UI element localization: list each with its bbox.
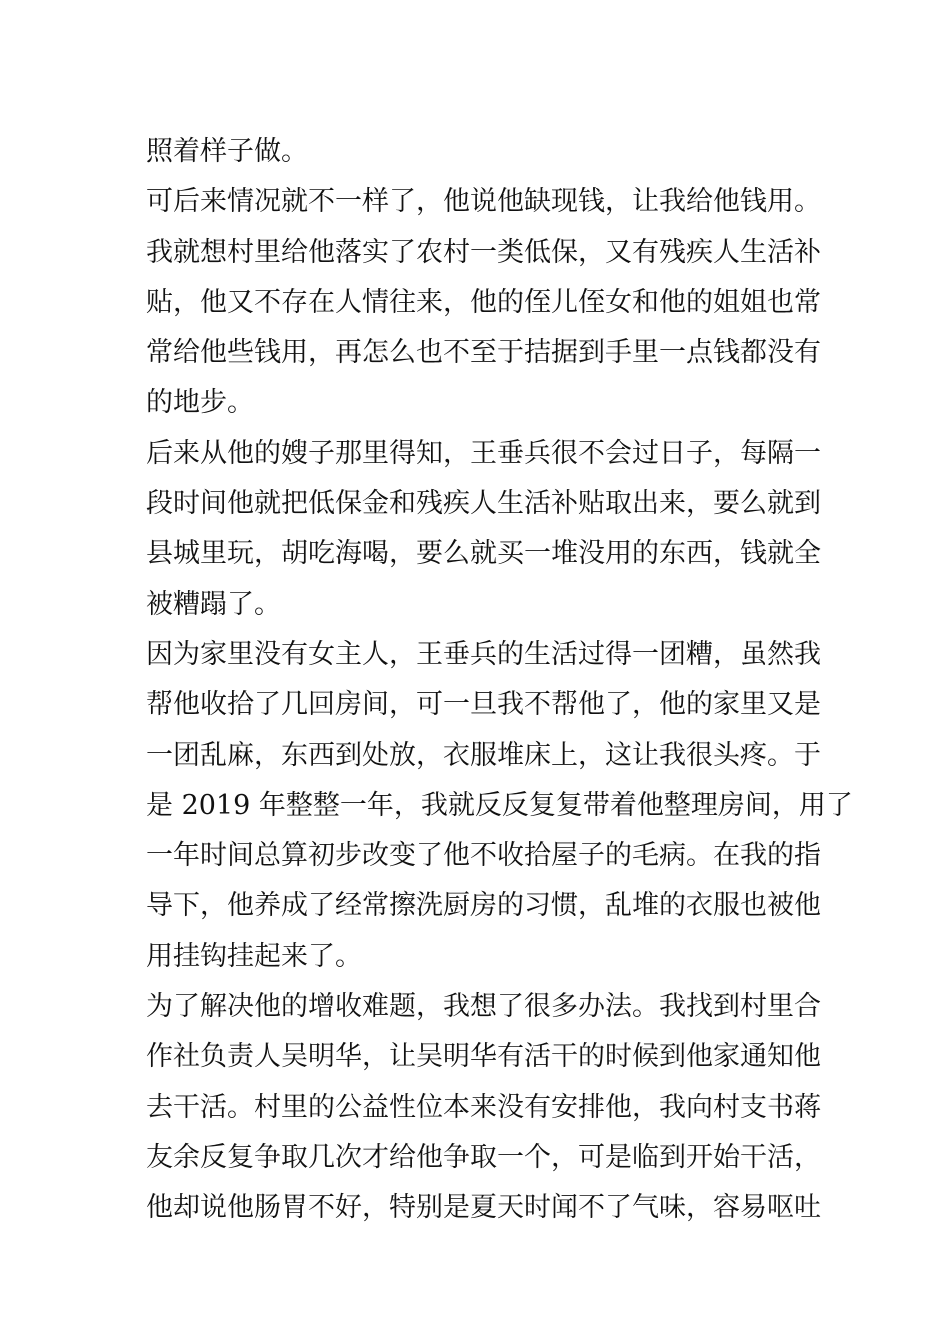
text-line: 后来从他的嫂子那里得知，王垂兵很不会过日子，每隔一 [146, 437, 821, 469]
text-line: 他却说他肠胃不好，特别是夏天时闻不了气味，容易呕吐 [146, 1192, 821, 1224]
text-line: 因为家里没有女主人，王垂兵的生活过得一团糟，虽然我 [146, 638, 821, 670]
text-line: 常给他些钱用，再怎么也不至于拮据到手里一点钱都没有 [146, 337, 821, 369]
text-line: 被糟蹋了。 [146, 588, 281, 620]
text-line: 我就想村里给他落实了农村一类低保，又有残疾人生活补 [146, 236, 821, 268]
body-text [146, 127, 853, 1234]
text-line: 去干活。村里的公益性位本来没有安排他，我向村支书蒋 [146, 1091, 821, 1123]
text-line: 县城里玩，胡吃海喝，要么就买一堆没用的东西，钱就全 [146, 538, 821, 570]
text-line: 一年时间总算初步改变了他不收拾屋子的毛病。在我的指 [146, 840, 821, 872]
text-line: 一团乱麻，东西到处放，衣服堆床上，这让我很头疼。于 [146, 739, 821, 771]
paragraph [146, 630, 853, 982]
paragraph [146, 429, 821, 630]
text-line: 是 2019 年整整一年，我就反反复复带着他整理房间，用了 [146, 789, 853, 821]
text-line: 友余反复争取几次才给他争取一个，可是临到开始干活， [146, 1141, 821, 1173]
text-line: 帮他收拾了几回房间，可一旦我不帮他了，他的家里又是 [146, 689, 821, 721]
text-line: 贴，他又不存在人情往来，他的侄儿侄女和他的姐姐也常 [146, 286, 821, 318]
text-line: 可后来情况就不一样了，他说他缺现钱，让我给他钱用。 [146, 186, 821, 218]
text-line: 的地步。 [146, 387, 254, 419]
text-line: 照着样子做。 [146, 136, 308, 167]
text-line: 导下，他养成了经常擦洗厨房的习惯，乱堆的衣服也被他 [146, 890, 821, 922]
paragraph [146, 177, 821, 227]
text-line: 作社负责人吴明华，让吴明华有活干的时候到他家通知他 [146, 1041, 821, 1073]
paragraph [146, 127, 806, 177]
text-line: 为了解决他的增收难题，我想了很多办法。我找到村里合 [146, 991, 821, 1023]
paragraph [146, 982, 821, 1233]
paragraph [146, 228, 821, 429]
text-line: 段时间他就把低保金和残疾人生活补贴取出来，要么就到 [146, 488, 821, 520]
text-line: 用挂钩挂起来了。 [146, 940, 362, 972]
